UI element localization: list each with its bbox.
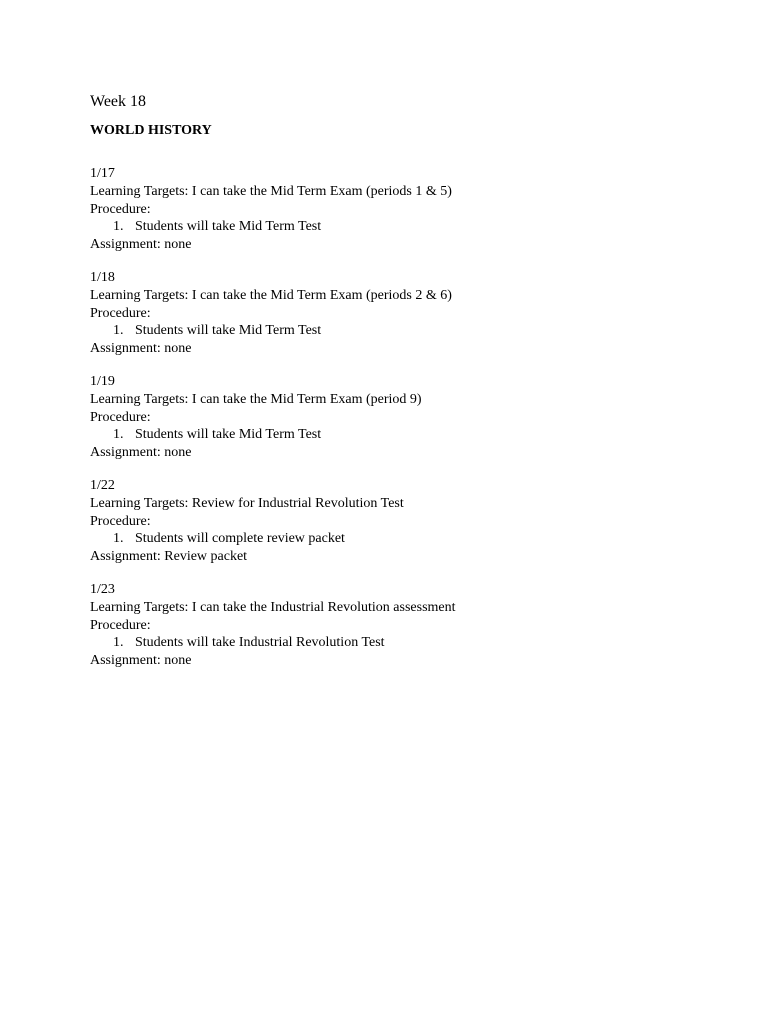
procedure-list bbox=[90, 322, 730, 340]
procedure-step bbox=[90, 634, 730, 652]
procedure-step-number: 1. bbox=[113, 635, 124, 651]
procedure-list bbox=[90, 530, 730, 548]
day-entry-1-17 bbox=[90, 165, 730, 254]
procedure-list bbox=[90, 426, 730, 444]
day-date: 1/19 bbox=[90, 373, 115, 389]
procedure-step-number: 1. bbox=[113, 323, 124, 339]
learning-targets: Learning Targets: I can take the Mid Term Exam (period 9) bbox=[90, 391, 422, 407]
assignment: Assignment: none bbox=[90, 445, 192, 461]
day-entry-1-22 bbox=[90, 477, 730, 566]
procedure-list bbox=[90, 634, 730, 652]
procedure-step bbox=[90, 426, 730, 444]
day-date: 1/17 bbox=[90, 166, 115, 181]
learning-targets: Learning Targets: I can take the Mid Term Exam (periods 2 & 6) bbox=[90, 287, 452, 303]
learning-targets: Learning Targets: I can take the Mid Term Exam (periods 1 & 5) bbox=[90, 183, 452, 199]
procedure-label: Procedure: bbox=[90, 617, 151, 633]
document-page bbox=[90, 92, 730, 685]
assignment: Assignment: Review packet bbox=[90, 549, 248, 565]
procedure-step-number: 1. bbox=[113, 427, 124, 443]
learning-targets: Learning Targets: Review for Industrial Revolution Test bbox=[90, 495, 404, 511]
procedure-label: Procedure: bbox=[90, 305, 151, 321]
procedure-label: Procedure: bbox=[90, 513, 151, 529]
course-title: WORLD HISTORY bbox=[90, 123, 212, 138]
procedure-step-number: 1. bbox=[113, 219, 124, 235]
week-title: Week 18 bbox=[90, 93, 147, 110]
procedure-step bbox=[90, 530, 730, 548]
procedure-step-number: 1. bbox=[113, 531, 124, 547]
procedure-step-text: Students will complete review packet bbox=[135, 531, 345, 547]
day-entry-1-18 bbox=[90, 269, 730, 358]
day-date: 1/18 bbox=[90, 269, 115, 285]
day-date: 1/22 bbox=[90, 477, 115, 493]
learning-targets: Learning Targets: I can take the Industrial Revolution assessment bbox=[90, 599, 456, 615]
assignment: Assignment: none bbox=[90, 653, 192, 669]
procedure-step bbox=[90, 322, 730, 340]
day-entry-1-23 bbox=[90, 581, 730, 670]
procedure-label: Procedure: bbox=[90, 409, 151, 425]
procedure-list bbox=[90, 218, 730, 236]
procedure-step-text: Students will take Mid Term Test bbox=[135, 219, 322, 235]
assignment: Assignment: none bbox=[90, 341, 192, 357]
assignment: Assignment: none bbox=[90, 237, 192, 253]
procedure-step-text: Students will take Mid Term Test bbox=[135, 427, 322, 443]
procedure-label: Procedure: bbox=[90, 201, 151, 217]
procedure-step-text: Students will take Industrial Revolution Test bbox=[135, 635, 385, 651]
day-date: 1/23 bbox=[90, 581, 115, 597]
procedure-step bbox=[90, 218, 730, 236]
procedure-step-text: Students will take Mid Term Test bbox=[135, 323, 322, 339]
day-entry-1-19 bbox=[90, 373, 730, 462]
